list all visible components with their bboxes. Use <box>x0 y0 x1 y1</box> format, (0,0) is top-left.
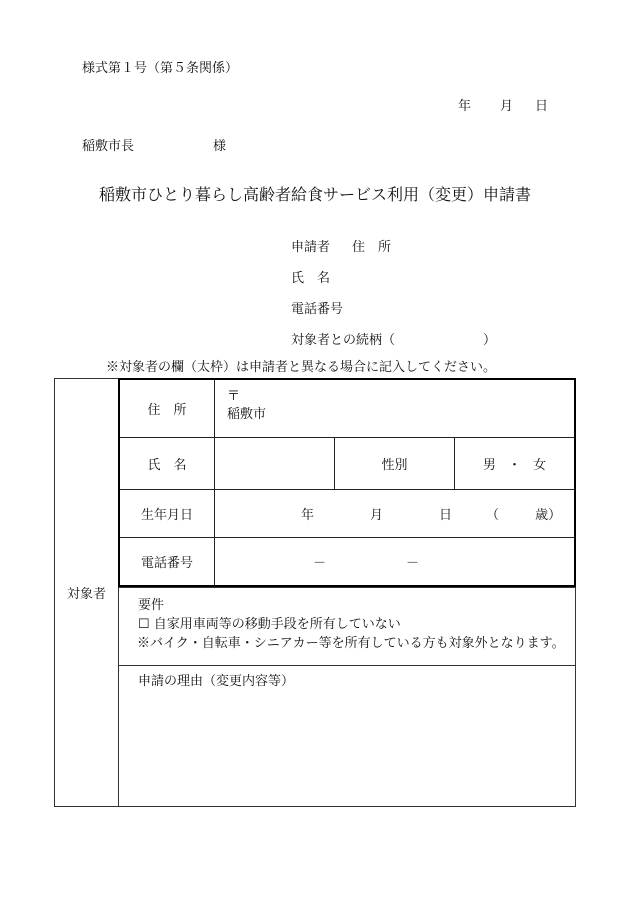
reason-cell[interactable] <box>119 666 576 807</box>
date-line <box>458 100 548 113</box>
address-field[interactable] <box>215 380 575 438</box>
birthdate-field[interactable] <box>215 490 575 538</box>
phone-dash-2: － <box>406 556 420 571</box>
age-open: （ <box>486 508 500 523</box>
birthdate-label: 生年月日 <box>120 490 215 538</box>
form-number: 様式第１号（第５条関係） <box>82 61 239 76</box>
applicant-relation-label: 対象者との続柄（ <box>291 333 396 348</box>
requirement-note: ※バイク・自転車・シニアカー等を所有している方も対象外となります。 <box>137 636 565 651</box>
name-field[interactable] <box>215 438 335 490</box>
name-label: 氏 名 <box>120 438 215 490</box>
applicant-relation-close: ） <box>483 333 497 348</box>
applicant-address-row <box>291 241 391 254</box>
date-day-label: 日 <box>535 99 549 114</box>
birth-month-label: 月 <box>370 508 384 523</box>
gender-female[interactable]: 女 <box>533 458 547 473</box>
subject-details-cell <box>119 379 576 588</box>
reason-label: 申請の理由（変更内容等） <box>138 674 295 689</box>
applicant-phone-label: 電話番号 <box>291 302 344 317</box>
age-unit: 歳） <box>535 508 562 523</box>
city-text: 稲敷市 <box>227 407 267 422</box>
requirements-cell <box>119 588 576 666</box>
instruction-note: ※対象者の欄（太枠）は申請者と異なる場合に記入してください。 <box>106 360 497 375</box>
applicant-relation-row <box>291 334 496 347</box>
applicant-address-label: 住 所 <box>352 240 392 255</box>
subject-bold-box <box>119 379 575 586</box>
phone-dash-1: － <box>313 556 327 571</box>
subject-side-label: 対象者 <box>55 379 119 807</box>
gender-separator: ・ <box>507 458 521 473</box>
address-label: 住 所 <box>120 380 215 438</box>
requirement-checkbox-item[interactable]: ☐ 自家用車両等の移動手段を所有していない <box>138 617 401 632</box>
birth-year-label: 年 <box>301 508 315 523</box>
postal-mark: 〒 <box>227 389 241 404</box>
phone-label: 電話番号 <box>120 538 215 586</box>
gender-label: 性別 <box>335 438 455 490</box>
date-year-label: 年 <box>458 99 472 114</box>
birth-day-label: 日 <box>439 508 453 523</box>
document-title: 稲敷市ひとり暮らし高齢者給食サービス利用（変更）申請書 <box>98 185 531 204</box>
subject-table <box>54 378 576 807</box>
applicant-name-label: 氏 名 <box>291 271 331 286</box>
gender-male[interactable]: 男 <box>482 458 496 473</box>
gender-options[interactable] <box>455 438 575 490</box>
applicant-label: 申請者 <box>291 240 331 255</box>
addressee: 稲敷市長 <box>82 139 135 154</box>
date-month-label: 月 <box>500 99 514 114</box>
phone-field[interactable] <box>215 538 575 586</box>
addressee-suffix: 様 <box>213 139 227 154</box>
requirements-title: 要件 <box>138 598 165 613</box>
